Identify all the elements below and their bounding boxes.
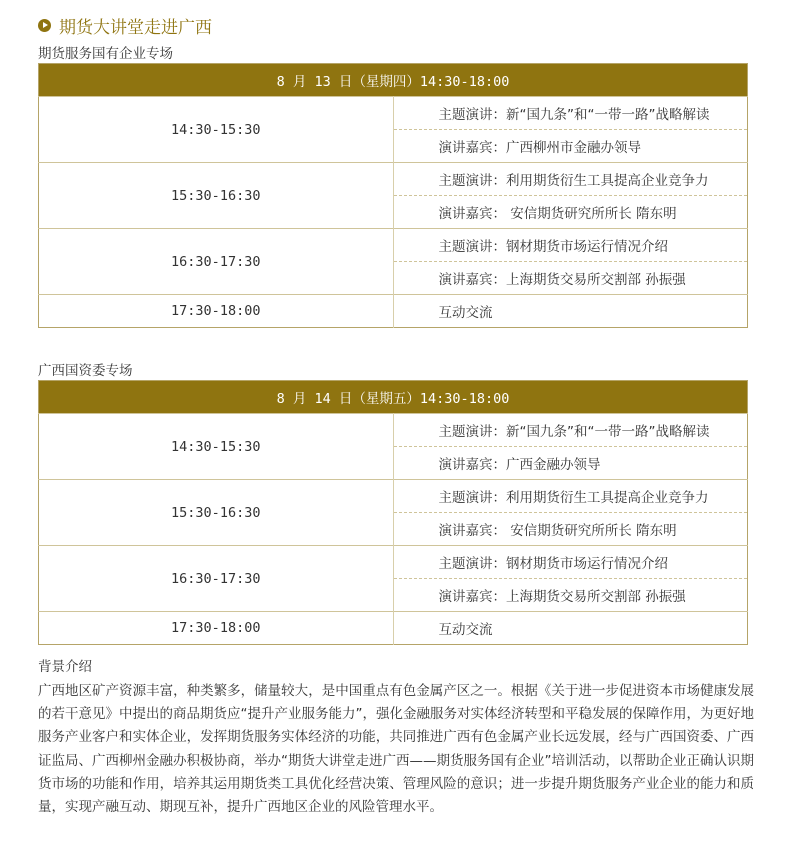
table-row bbox=[39, 612, 748, 645]
time-cell: 14:30-15:30 bbox=[39, 414, 394, 480]
time-cell: 15:30-16:30 bbox=[39, 480, 394, 546]
topic-cell: 互动交流 bbox=[393, 612, 748, 645]
background-text: 广西地区矿产资源丰富，种类繁多，储量较大，是中国重点有色金属产区之一。根据《关于进一步促进资本市场健康发展的若干意见》中提出的商品期货应“提升产业服务能力”，强化金融服务对实体经济转型和平稳发展的保障作用，为更好地服务产业客户和实体企业，发挥期货服务实体经济的功能，共同推进广西有色金属产业长远发展，经与广西国资委、广西证监局、广西柳州金融办积极协商，举办“期货大讲堂走进广西——期货服务国有企业”培训活动，以帮助企业正确认识期货市场的功能和作用，培养其运用期货类工具优化经营决策、管理风险的意识；进一步提升期货服务产业企业的能力和质量，实现产融互动、期现互补，提升广西地区企业的风险管理水平。 bbox=[38, 683, 754, 816]
topic-cell: 主题演讲：新“国九条”和“一带一路”战略解读 bbox=[393, 97, 748, 130]
topic-cell: 互动交流 bbox=[393, 295, 748, 328]
speaker-cell: 演讲嘉宾：广西柳州市金融办领导 bbox=[393, 130, 748, 163]
table-row bbox=[39, 295, 748, 328]
time-cell: 14:30-15:30 bbox=[39, 97, 394, 163]
speaker-cell: 演讲嘉宾： 安信期货研究所所长 隋东明 bbox=[393, 513, 748, 546]
table-row bbox=[39, 480, 748, 513]
topic-cell: 主题演讲：新“国九条”和“一带一路”战略解读 bbox=[393, 414, 748, 447]
page-header bbox=[38, 12, 212, 38]
table-row bbox=[39, 229, 748, 262]
schedule-table bbox=[38, 380, 748, 645]
topic-cell: 主题演讲：钢材期货市场运行情况介绍 bbox=[393, 546, 748, 579]
page-title: 期货大讲堂走进广西 bbox=[59, 17, 212, 38]
play-circle-icon bbox=[38, 19, 51, 32]
table-row bbox=[39, 163, 748, 196]
date-header: 8 月 13 日（星期四）14:30-18:00 bbox=[39, 64, 748, 97]
topic-cell: 主题演讲：钢材期货市场运行情况介绍 bbox=[393, 229, 748, 262]
time-cell: 17:30-18:00 bbox=[39, 612, 394, 645]
time-cell: 16:30-17:30 bbox=[39, 546, 394, 612]
topic-cell: 主题演讲：利用期货衍生工具提高企业竞争力 bbox=[393, 163, 748, 196]
time-cell: 16:30-17:30 bbox=[39, 229, 394, 295]
speaker-cell: 演讲嘉宾：广西金融办领导 bbox=[393, 447, 748, 480]
section-title: 广西国资委专场 bbox=[38, 363, 133, 379]
schedule-table bbox=[38, 63, 748, 328]
topic-cell: 主题演讲：利用期货衍生工具提高企业竞争力 bbox=[393, 480, 748, 513]
date-header: 8 月 14 日（星期五）14:30-18:00 bbox=[39, 381, 748, 414]
time-cell: 15:30-16:30 bbox=[39, 163, 394, 229]
section-title: 期货服务国有企业专场 bbox=[38, 46, 173, 62]
speaker-cell: 演讲嘉宾：上海期货交易所交割部 孙振强 bbox=[393, 579, 748, 612]
speaker-cell: 演讲嘉宾： 安信期货研究所所长 隋东明 bbox=[393, 196, 748, 229]
table-row bbox=[39, 97, 748, 130]
background-title: 背景介绍 bbox=[38, 659, 92, 675]
time-cell: 17:30-18:00 bbox=[39, 295, 394, 328]
speaker-cell: 演讲嘉宾：上海期货交易所交割部 孙振强 bbox=[393, 262, 748, 295]
table-row bbox=[39, 414, 748, 447]
table-row bbox=[39, 546, 748, 579]
